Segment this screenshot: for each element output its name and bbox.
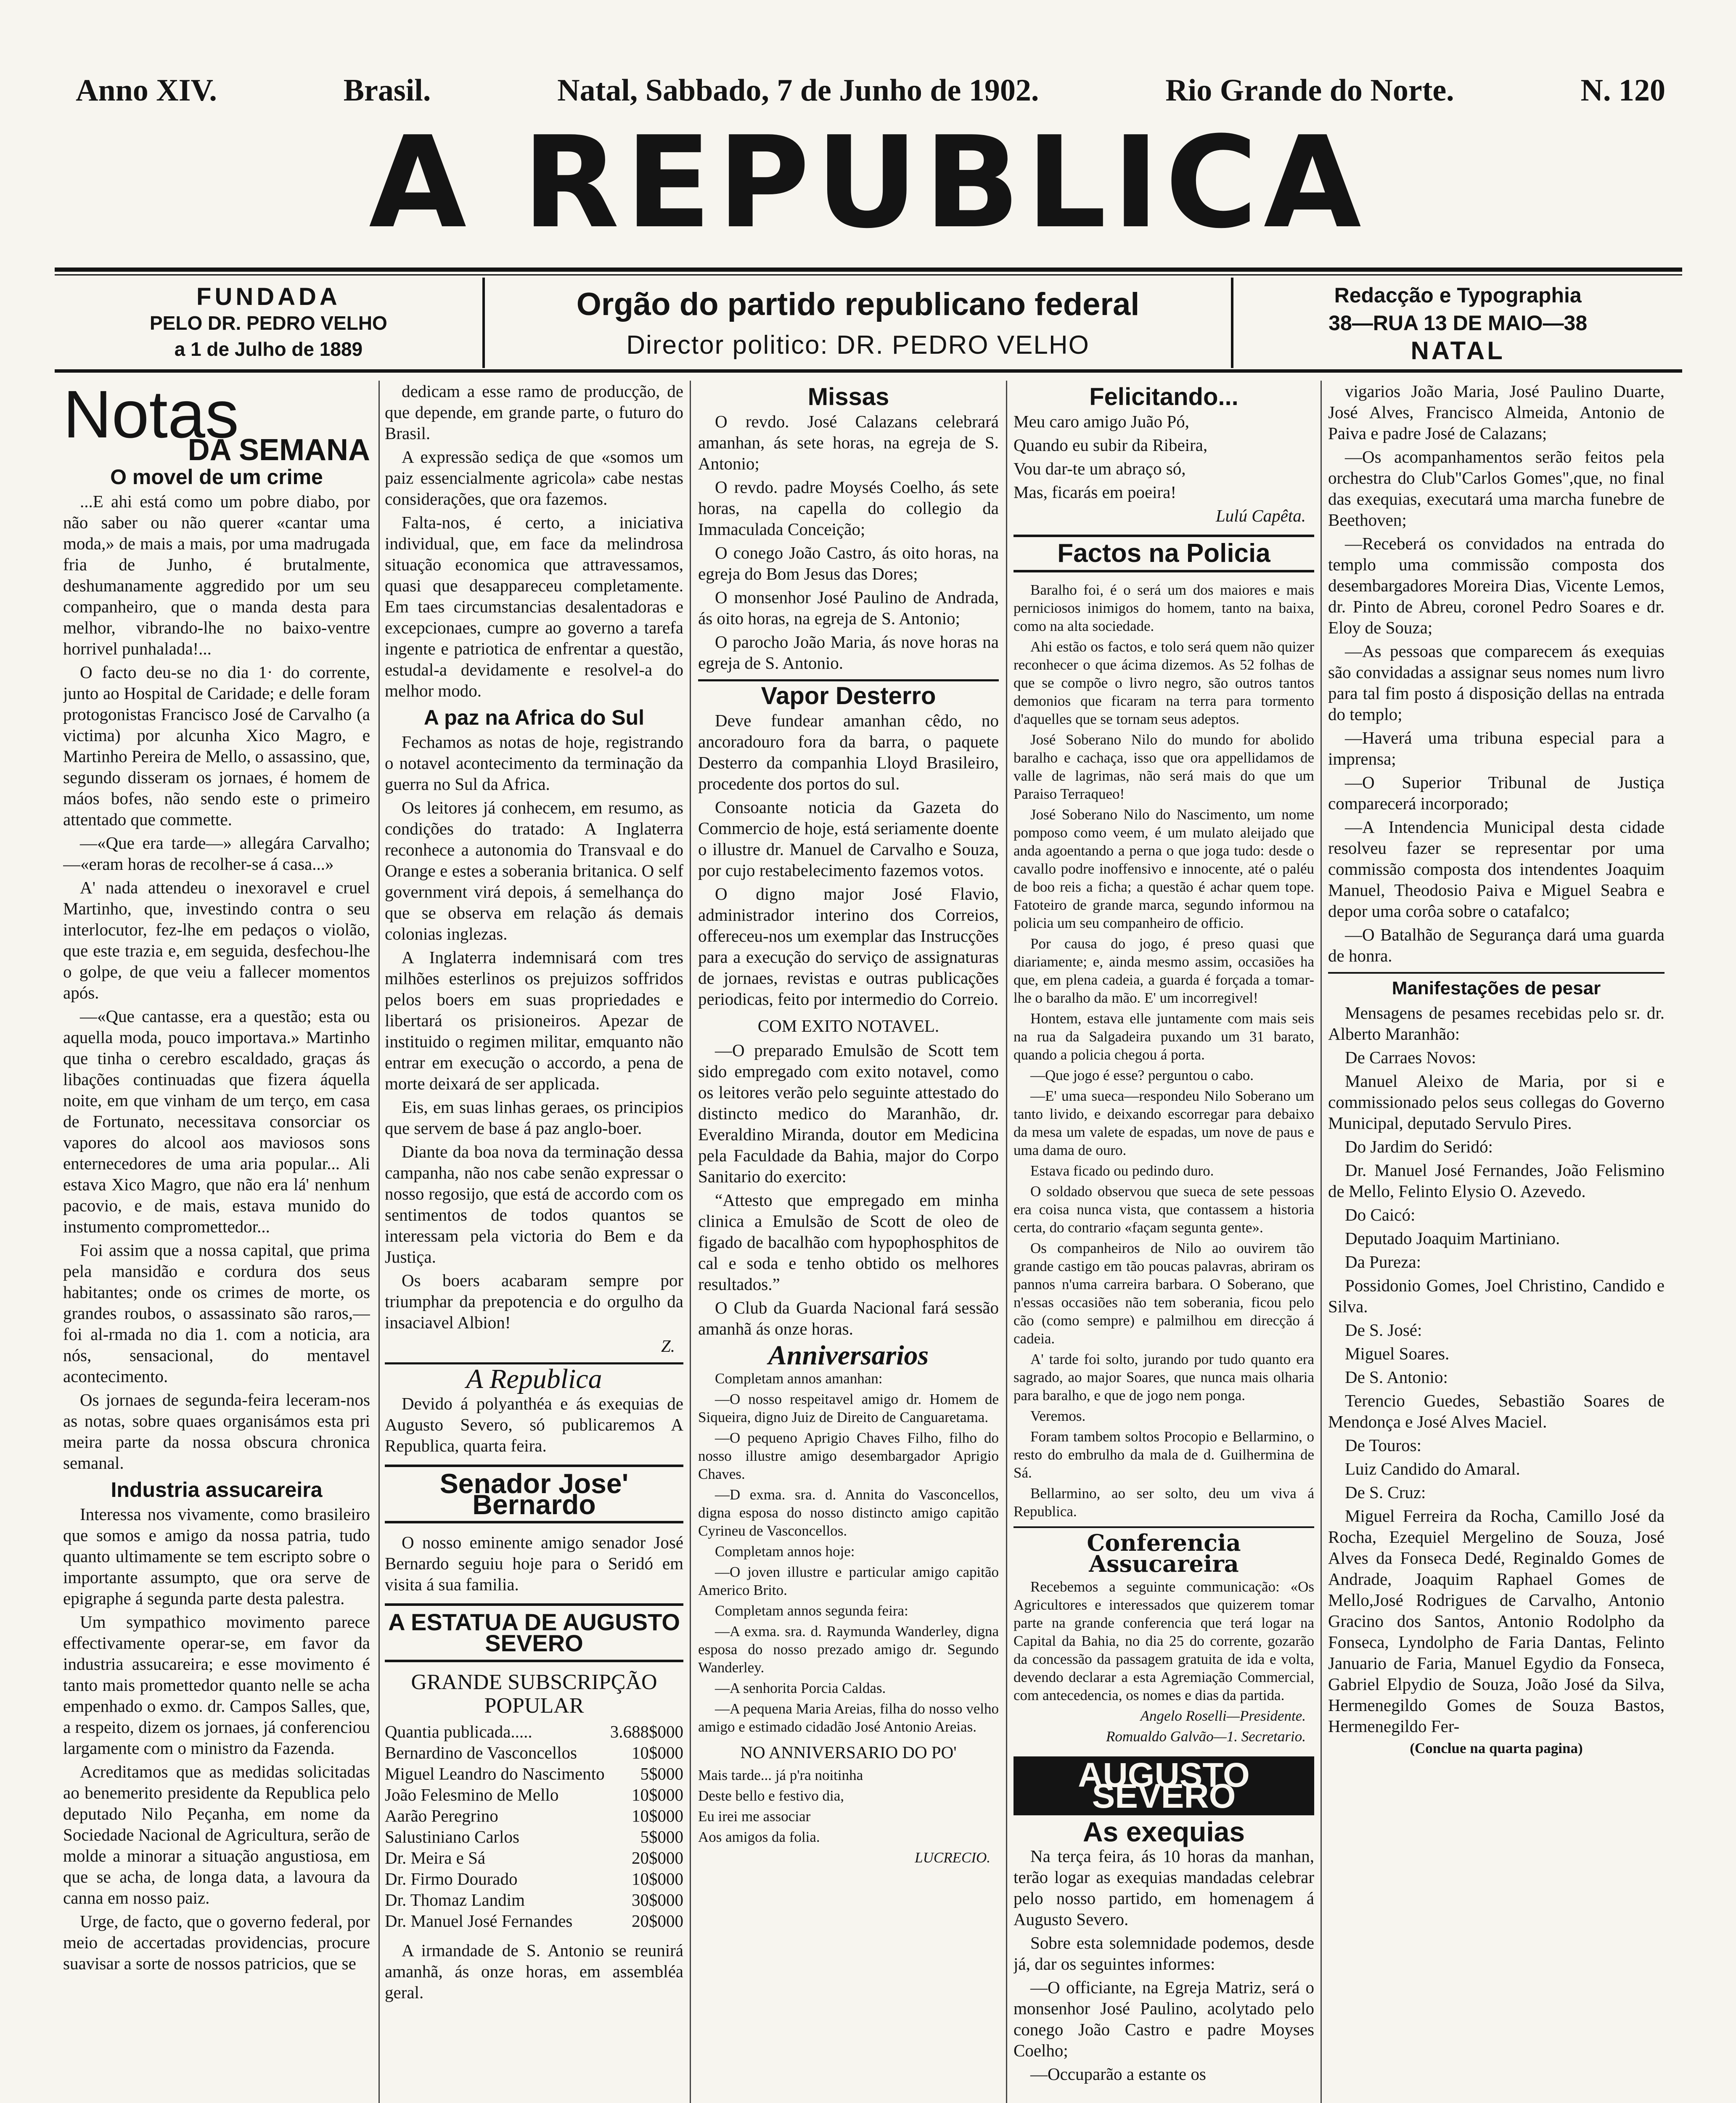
- section-heading: Factos na Policia: [1014, 535, 1314, 572]
- paragraph: Foi assim que a nossa capital, que prima pela mansidão e cordura dos seus habitantes; onde os crimes de morte, os grandes roubos, o assassinato são raros,—foi al-rmada no dia 1. com a noticia, ara nós, sensacional, do mentavel acontecimento.: [63, 1240, 370, 1386]
- redaccao-label: Redacção e Typographia: [1334, 283, 1582, 307]
- paragraph: Bellarmino, ao ser solto, deu um viva á Republica.: [1014, 1485, 1314, 1520]
- paragraph: Diante da boa nova da terminação dessa campanha, não nos cabe senão expressar o nosso regosijo, que está de accordo com os sentimentos de todos quantos se interessam pela victoria do Bem e da Justiça.: [385, 1142, 683, 1266]
- column-2: [385, 381, 683, 2103]
- subscription-amount: 3.688$000: [610, 1722, 683, 1741]
- section-heading: A ESTATUA DE AUGUSTO SEVERO: [385, 1603, 683, 1662]
- paragraph: A' tarde foi solto, jurando por tudo quanto era sagrado, ao major Soares, que nunca mais olharia para baralho, e que de jogo nem ponga.: [1014, 1351, 1314, 1404]
- subscription-row: [385, 1847, 683, 1868]
- subscription-row: [385, 1763, 683, 1784]
- paragraph: Interessa nos vivamente, como brasileiro que somos e amigo da nossa patria, tudo quanto ultimamente se tem escripto sobre o importante assumpto, que ora serve de epigraphe á segunda parte desta palestra.: [63, 1504, 370, 1608]
- subscriber-name: Dr. Thomaz Landim: [385, 1890, 525, 1910]
- continuation-note: (Conclue na quarta pagina): [1410, 1740, 1583, 1756]
- paragraph: O soldado observou que sueca de sete pessoas era coisa nunca vista, que contassem a historia certa, do contrario «façam segunta gente».: [1014, 1183, 1314, 1236]
- paragraph: —Receberá os convidados na entrada do templo uma commissão composta dos desembargadores Moreira Dias, Vicente Lemos, dr. Pinto de Abreu, coronel Pedro Soares e dr. Eloy de Souza;: [1328, 534, 1665, 637]
- paragraph: O conego João Castro, ás oito horas, na egreja do Bom Jesus das Dores;: [698, 543, 999, 583]
- section-heading: Senador Jose' Bernardo: [385, 1465, 683, 1523]
- masthead-rule-bottom: [55, 369, 1682, 373]
- subscriber-name: Dr. Meira e Sá: [385, 1848, 486, 1867]
- issue-number: N. 120: [1580, 73, 1665, 108]
- paragraph: De S. Antonio:: [1345, 1367, 1448, 1387]
- city-label: NATAL: [1410, 336, 1505, 365]
- section-heading: COM EXITO NOTAVEL.: [757, 1016, 939, 1036]
- subscription-amount: 10$000: [632, 1806, 683, 1825]
- founder-label: PELO DR. PEDRO VELHO: [149, 312, 387, 334]
- paragraph: Consoante noticia da Gazeta do Commercio de hoje, está seriamente doente o illustre dr. Manuel de Carvalho e Souza, por cujo restabelecimento fazemos votos.: [698, 797, 999, 880]
- verse-line: Mas, ficarás em poeira!: [1014, 482, 1177, 502]
- subscriber-name: Bernardino de Vasconcellos: [385, 1743, 577, 1762]
- paragraph: O Club da Guarda Nacional fará sessão amanhã ás onze horas.: [698, 1298, 999, 1338]
- subscriber-name: João Felesmino de Mello: [385, 1785, 559, 1804]
- section-heading: O movel de um crime: [110, 465, 323, 489]
- paragraph: O revdo. José Calazans celebrará amanhan, ás sete horas, na egreja de S. Antonio;: [698, 412, 999, 473]
- subscription-amount: 10$000: [632, 1869, 683, 1888]
- paragraph: —Haverá uma tribuna especial para a imprensa;: [1328, 728, 1665, 768]
- column-divider: [690, 381, 691, 2103]
- subscriber-name: Aarão Peregrino: [385, 1806, 498, 1825]
- founded-date: a 1 de Julho de 1889: [174, 338, 363, 360]
- section-heading: Conferencia Assucareira: [1014, 1526, 1314, 1574]
- paragraph: Hontem, estava elle juntamente com mais seis na rua da Salgadeira puxando um 31 barato, quando a policia chegou á porta.: [1014, 1010, 1314, 1063]
- paragraph: —As pessoas que comparecem ás exequias são convidadas a assignar seus nomes num livro para tal fim posto á disposição dellas na entrada do templo;: [1328, 641, 1665, 724]
- paragraph: —A Intendencia Municipal desta cidade resolveu fazer se representar por uma commissão composta dos intendentes Joaquim Manuel, Theodosio Paiva e Miguel Seabra e depor uma corôa sobre o catafalco;: [1328, 817, 1665, 921]
- subscription-amount: 5$000: [640, 1764, 683, 1783]
- subscription-amount: 20$000: [632, 1911, 683, 1931]
- subscription-row: [385, 1889, 683, 1910]
- column-5: [1328, 381, 1665, 2103]
- paragraph: De Touros:: [1345, 1436, 1421, 1455]
- paragraph: —A pequena Maria Areias, filha do nosso velho amigo e estimado cidadão José Antonio Areias.: [698, 1700, 999, 1735]
- notas-heading: Notas: [63, 381, 239, 452]
- paragraph: Foram tambem soltos Procopio e Bellarmino, o resto do embrulho da mala de d. Guilhermina de Sá.: [1014, 1428, 1314, 1481]
- paragraph: Possidonio Gomes, Joel Christino, Candido e Silva.: [1328, 1276, 1665, 1316]
- column-1: [63, 381, 370, 2103]
- section-heading: Manifestações de pesar: [1328, 972, 1665, 999]
- subscription-row: [385, 1742, 683, 1763]
- paragraph: De Carraes Novos:: [1345, 1048, 1476, 1067]
- organ-label: Orgão do partido republicano federal: [576, 286, 1140, 322]
- section-heading: AUGUSTO SEVERO: [1014, 1756, 1314, 1815]
- paragraph: O revdo. padre Moysés Coelho, ás sete horas, na capella do collegio da Immaculada Conceição;: [698, 477, 999, 539]
- address-label: 38—RUA 13 DE MAIO—38: [1328, 311, 1588, 335]
- paragraph: Terencio Guedes, Sebastião Soares de Mendonça e José Alves Maciel.: [1328, 1391, 1665, 1431]
- section-heading: NO ANNIVERSARIO DO PO': [740, 1743, 957, 1762]
- paragraph: Mensagens de pesames recebidas pelo sr. dr. Alberto Maranhão:: [1328, 1003, 1665, 1044]
- paragraph: Completam annos hoje:: [715, 1543, 855, 1560]
- paragraph: Dr. Manuel José Fernandes, João Felismino de Mello, Felinto Elysio O. Azevedo.: [1328, 1160, 1665, 1201]
- paragraph: —A senhorita Porcia Caldas.: [715, 1680, 886, 1696]
- state-label: Rio Grande do Norte.: [1165, 73, 1454, 108]
- paragraph: Miguel Soares.: [1345, 1344, 1450, 1363]
- verse-line: Vou dar-te um abraço só,: [1014, 459, 1186, 478]
- verse-line: Quando eu subir da Ribeira,: [1014, 435, 1208, 455]
- signature: Romualdo Galvão—1. Secretario.: [1106, 1728, 1306, 1745]
- paragraph: —O joven illustre e particular amigo capitão Americo Brito.: [698, 1564, 999, 1598]
- paragraph: Baralho foi, é o será um dos maiores e mais perniciosos inimigos do homem, tanto na baixa, como na alta sociedade.: [1014, 582, 1314, 634]
- subscriber-name: Salustiniano Carlos: [385, 1827, 520, 1846]
- paragraph: —D exma. sra. d. Annita do Vasconcellos, digna esposa do nosso distincto amigo capitão Cyrineu de Vasconcellos.: [698, 1486, 999, 1539]
- paragraph: O nosso eminente amigo senador José Bernardo seguiu hoje para o Seridó em visita á sua familia.: [385, 1533, 683, 1594]
- paragraph: A Inglaterra indemnisará com tres milhões esterlinos os prejuizos soffridos pelos boers em suas propriedades e libertará os prisioneiros. Apezar de instituido o regimen militar, emquanto não entrar em execução o accordo, a pena de morte deixará de ser applicada.: [385, 948, 683, 1093]
- verse-line: Deste bello e festivo dia,: [698, 1788, 844, 1804]
- paragraph: José Soberano Nilo do mundo for abolido baralho e cachaça, isso que ora appellidamos de valle de lagrimas, não será mais do que um Paraiso Terraqueo!: [1014, 731, 1314, 802]
- paragraph: Os jornaes de segunda-feira leceram-nos as notas, sobre quaes organisámos esta pri meira parte da nossa obscura chronica semanal.: [63, 1390, 370, 1473]
- column-divider: [1321, 381, 1322, 2103]
- subscription-table: [385, 1721, 683, 1931]
- paragraph: A expressão sediça de que «somos um paiz essencialmente agricola» cabe nestas considerações, que ora fazemos.: [385, 447, 683, 509]
- paragraph: —O nosso respeitavel amigo dr. Homem de Siqueira, digno Juiz de Direito de Canguaretama.: [698, 1391, 999, 1425]
- subscriber-name: Dr. Manuel José Fernandes: [385, 1911, 573, 1931]
- section-heading: As exequias: [1082, 1816, 1245, 1847]
- subscription-row: [385, 1805, 683, 1826]
- paragraph: —O officiante, na Egreja Matriz, será o monsenhor José Paulino, acolytado pelo conego João Castro e padre Moyses Coelho;: [1014, 1978, 1314, 2060]
- foundation-box: [55, 278, 485, 368]
- paragraph: Estava ficado ou pedindo duro.: [1030, 1163, 1214, 1179]
- section-heading: A paz na Africa do Sul: [423, 706, 645, 729]
- paragraph: Manuel Aleixo de Maria, por si e commissionado pelos seus collegas do Governo Municipal, deputado Servulo Pires.: [1328, 1071, 1665, 1133]
- subscriber-name: Quantia publicada.....: [385, 1722, 532, 1741]
- subscriber-name: Dr. Firmo Dourado: [385, 1869, 518, 1888]
- column-3: [698, 381, 999, 2103]
- subscription-row: [385, 1826, 683, 1847]
- paragraph: dedicam a esse ramo de producção, de que depende, em grande parte, o futuro do Brasil.: [385, 381, 683, 443]
- address-box: [1233, 278, 1682, 368]
- paragraph: Na terça feira, ás 10 horas da manhan, terão logar as exequias mandadas celebrar pelo nosso partido, em homenagem á Augusto Severo.: [1014, 1846, 1314, 1929]
- section-heading: Missas: [807, 383, 889, 411]
- verse-line: Aos amigos da folia.: [698, 1829, 820, 1845]
- newspaper-title: A REPUBLICA: [369, 109, 1367, 256]
- subscription-amount: 10$000: [632, 1743, 683, 1762]
- director-label: Director politico: DR. PEDRO VELHO: [626, 330, 1090, 360]
- paragraph: Completam annos segunda feira:: [715, 1602, 908, 1619]
- section-heading: Anniversarios: [768, 1340, 929, 1371]
- country-label: Brasil.: [343, 73, 431, 108]
- paragraph: Eis, em suas linhas geraes, os principios que servem de base á paz anglo-boer.: [385, 1097, 683, 1138]
- paragraph: Os companheiros de Nilo ao ouvirem tão grande castigo em tão poucas palavras, abriram os pannos n'uma carreira barbara. O Soberano, que n'essas occasiões não tem soberania, ficou pelo cão (como sempre) e palmilhou em direcção á cadeia.: [1014, 1240, 1314, 1347]
- column-4: [1014, 381, 1314, 2103]
- paragraph: Devido á polyanthéa e ás exequias de Augusto Severo, só publicaremos A Republica, quarta feira.: [385, 1394, 683, 1455]
- subscriber-name: Miguel Leandro do Nascimento: [385, 1764, 605, 1783]
- notas-subheading: DA SEMANA: [188, 433, 370, 467]
- paragraph: —Occuparão a estante os: [1030, 2064, 1206, 2084]
- paragraph: —E' uma sueca—respondeu Nilo Soberano um tanto livido, e deixando escorregar para debaixo da mesa um valete de espadas, um nove de paus e uma dama de ouro.: [1014, 1088, 1314, 1158]
- paragraph: —«Que era tarde—» allegára Carvalho;—«eram horas de recolher-se á casa...»: [63, 833, 370, 874]
- anno-label: Anno XIV.: [76, 73, 217, 108]
- subscription-amount: 10$000: [632, 1785, 683, 1804]
- paragraph: Acreditamos que as medidas solicitadas ao benemerito presidente da Republica pelo deputado Nilo Peçanha, em nome da Sociedade Nacional de Agricultura, serão de molde a minorar a situação angustiosa, em que se acha, de longa data, a lavoura da canna em nosso paiz.: [63, 1762, 370, 1907]
- subscription-amount: 20$000: [632, 1848, 683, 1867]
- paragraph: Luiz Candido do Amaral.: [1345, 1459, 1520, 1478]
- masthead-rule-thin: [55, 274, 1682, 275]
- masthead-strip: [55, 278, 1682, 368]
- paragraph: Recebemos a seguinte communicação: «Os Agricultores e interessados que quizerem tomar parte na grande conferencia que terá logar na Capital da Bahia, no dia 25 do corrente, gozarão da concessão da passagem gratuita de ida e volta, devendo declarar a esta Agremiação Commercial, com antecedencia, os nomes e dias da partida.: [1014, 1579, 1314, 1703]
- paragraph: Do Caicó:: [1345, 1205, 1416, 1224]
- subscription-row: [385, 1910, 683, 1931]
- paragraph: De S. Cruz:: [1345, 1483, 1426, 1502]
- fundada-label: FUNDADA: [196, 283, 341, 310]
- paragraph: Completam annos amanhan:: [715, 1370, 883, 1387]
- paragraph: Da Pureza:: [1345, 1252, 1421, 1271]
- paragraph: Miguel Ferreira da Rocha, Camillo José da Rocha, Ezequiel Mergelino de Souza, José Alves da Fonseca Dedé, Reginaldo Gomes de Andrade, Joaquim Raphael Gomes de Mello,José Rodrigues de Carvalho, Antonio Gracino dos Santos, Antonio Rodolpho da Fonseca, Lyndolpho de Faria Dantas, Felinto Januario de Faria, Manuel Egydio da Fonseca, Gabriel Elpydio de Souza, João José da Silva, Hermenegildo Gomes de Souza Bastos, Hermenegildo Fer-: [1328, 1506, 1665, 1736]
- signature: LUCRECIO.: [915, 1849, 990, 1866]
- paragraph: Por causa do jogo, é preso quasi que diariamente; e, ainda mesmo assim, occasiões ha que, em plena cadeia, a guarda é forçada a tomar-lhe o baralho da mão. E' um incorregivel!: [1014, 935, 1314, 1006]
- paragraph: vigarios João Maria, José Paulino Duarte, José Alves, Francisco Almeida, Antonio de Paiva e padre José de Calazans;: [1328, 381, 1665, 443]
- paragraph: José Soberano Nilo do Nascimento, um nome pomposo como veem, é um mulato aleijado que anda agoentando a perna o que joga tudo: desde o cavallo podre inoffensivo e innocente, até o paléu de boo reis a ficha; a questão é achar quem tope. Fatoteiro de grande marca, segundo informou na policia um seu companheiro de officio.: [1014, 806, 1314, 931]
- signature: Angelo Roselli—Presidente.: [1140, 1708, 1306, 1724]
- paragraph: O facto deu-se no dia 1· do corrente, junto ao Hospital de Caridade; e delle foram protogonistas Francisco José de Carvalho (a victima) por alcunha Xico Magro, e Martinho Pereira de Mello, o assassino, que, segundo disseram os jornaes, é homem de máos bofes, não sendo este o primeiro attentado que commette.: [63, 662, 370, 829]
- verse-line: Mais tarde... já p'ra noitinha: [698, 1767, 863, 1783]
- masthead-top-line: [76, 67, 1665, 114]
- subscription-row: [385, 1784, 683, 1805]
- paragraph: Fechamos as notas de hoje, registrando o notavel acontecimento da terminação da guerra no Sul da Africa.: [385, 732, 683, 794]
- dateline: Natal, Sabbado, 7 de Junho de 1902.: [557, 73, 1039, 108]
- paragraph: ...E ahi está como um pobre diabo, por não saber ou não querer «cantar uma moda,» de mais a mais, por uma madrugada fria de Junho, é brutalmente, deshumanamente aggredido por um seu companheiro, que o manda desta para melhor, vibrando-lhe no baixo-ventre horrivel punhalada!...: [63, 492, 370, 658]
- column-divider: [1006, 381, 1007, 2103]
- paragraph: —O preparado Emulsão de Scott tem sido empregado com exito notavel, como os leitores verão pelo seguinte attestado do distincto medico do Maranhão, dr. Everaldino Miranda, doutor em Medicina pela Faculdade da Bahia, major do Corpo Sanitario do exercito:: [698, 1041, 999, 1186]
- paragraph: Deve fundear amanhan cêdo, no ancoradouro fora da barra, o paquete Desterro da companhia Lloyd Brasileiro, procedente dos portos do sul.: [698, 711, 999, 793]
- paragraph: De S. José:: [1345, 1320, 1422, 1340]
- paragraph: Falta-nos, é certo, a iniciativa individual, que, em face da melindrosa situação economica que attravessamos, quasi que desappareceu completamente. Em taes circumstancias desalentadoras e excepcionaes, cumpre ao governo a tarefa ingente e patriotica de enfrentar a questão, estudal-a devidamente e resolvel-a do melhor modo.: [385, 513, 683, 700]
- organ-box: [485, 278, 1233, 368]
- paragraph: O digno major José Flavio, administrador interino dos Correios, offereceu-nos um exemplar das Instrucções para a execução do serviço de assignaturas de jornaes, revistas e outras publicações periodicas, feito por intermedio do Correio.: [698, 884, 999, 1009]
- paragraph: Ahi estão os factos, e tolo será quem não quizer reconhecer o que ácima dizemos. As 52 folhas de que se compõe o livro negro, são outros tantos demonios que ficaram na terra para tormento d'aquelles que se tornam seus adeptos.: [1014, 638, 1314, 727]
- paragraph: —Os acompanhamentos serão feitos pela orchestra do Club"Carlos Gomes",que, no final das exequias, executará uma marcha funebre de Beethoven;: [1328, 447, 1665, 530]
- section-heading: A Republica: [385, 1362, 683, 1390]
- paragraph: Veremos.: [1030, 1408, 1086, 1424]
- paragraph: Deputado Joaquim Martiniano.: [1345, 1229, 1560, 1248]
- paragraph: O parocho João Maria, ás nove horas na egreja de S. Antonio.: [698, 632, 999, 673]
- paragraph: —Que jogo é esse? perguntou o cabo.: [1030, 1067, 1254, 1083]
- section-heading: Felicitando...: [1089, 383, 1238, 411]
- paragraph: O monsenhor José Paulino de Andrada, ás oito horas, na egreja de S. Antonio;: [698, 588, 999, 628]
- column-divider: [378, 381, 380, 2103]
- paragraph: Do Jardim do Seridó:: [1345, 1137, 1493, 1156]
- paragraph: Os leitores já conhecem, em resumo, as condições do tratado: A Inglaterra reconhece a autonomia do Transvaal e do Orange e estes a soberania britanica. O self government virá depois, á semelhança do que se observa em relação ás demais colonias inglezas.: [385, 798, 683, 943]
- paragraph: A' nada attendeu o inexoravel e cruel Martinho, que, investindo contra o seu interlocutor, fez-lhe em pedaços o violão, que este trazia e, em seguida, desfechou-lhe o golpe, de que veiu a fallecer momentos após.: [63, 878, 370, 1002]
- subscription-row: [385, 1721, 683, 1742]
- signature: Z.: [661, 1336, 675, 1356]
- subscription-row: [385, 1868, 683, 1889]
- paragraph: —«Que cantasse, era a questão; esta ou aquella moda, pouco importava.» Martinho que tinha o cerebro escaldado, graças ás libações continuadas que fizera áquella noite, em que vinham de um terço, em casa de Fortunato, necessitava consorciar os vapores do alcool aos maviosos sons enternecedores de uma aria popular... Ali estava Xico Magro, que não era lá' nenhum pacovio, e de mais, estava munido do instumento compromettedor...: [63, 1006, 370, 1236]
- section-heading: Industria assucareira: [111, 1478, 323, 1502]
- verse-line: Meu caro amigo Juão Pó,: [1014, 412, 1189, 431]
- subscription-heading: GRANDE SUBSCRIPÇÃO POPULAR: [411, 1670, 657, 1718]
- paragraph: —O pequeno Aprigio Chaves Filho, filho do nosso illustre amigo desembargador Aprigio Chaves.: [698, 1430, 999, 1482]
- signature: Lulú Capêta.: [1215, 506, 1306, 525]
- subscription-amount: 30$000: [632, 1890, 683, 1910]
- paragraph: —O Batalhão de Segurança dará uma guarda de honra.: [1328, 925, 1665, 965]
- paragraph: Os boers acabaram sempre por triumphar da prepotencia e do orgulho da insaciavel Albion!: [385, 1271, 683, 1332]
- paragraph: A irmandade de S. Antonio se reunirá amanhã, ás onze horas, em assembléa geral.: [385, 1941, 683, 2002]
- section-heading: Vapor Desterro: [698, 679, 999, 707]
- paragraph: —O Superior Tribunal de Justiça comparecerá incorporado;: [1328, 773, 1665, 813]
- verse-line: Eu irei me associar: [698, 1808, 811, 1825]
- paragraph: “Attesto que empregado em minha clinica a Emulsão de Scott de oleo de figado de bacalhão com hypophosphitos de cal e soda e tenho obtido os melhores resultados.”: [698, 1190, 999, 1294]
- paragraph: Um sympathico movimento parece effectivamente operar-se, em favor da industria assucareira; e esse movimento é tanto mais promettedor quanto nelle se acha empenhado o exmo. dr. Campos Salles, que, a respeito, dizem os jornaes, já conferenciou largamente com o ministro da Fazenda.: [63, 1612, 370, 1758]
- masthead-rule-top: [55, 268, 1682, 272]
- subscription-amount: 5$000: [640, 1827, 683, 1846]
- paragraph: Sobre esta solemnidade podemos, desde já, dar os seguintes informes:: [1014, 1933, 1314, 1973]
- paragraph: Urge, de facto, que o governo federal, por meio de accertadas providencias, procure suavisar a sorte de nossos patricios, que se: [63, 1912, 370, 1973]
- paragraph: —A exma. sra. d. Raymunda Wanderley, digna esposa do nosso prezado amigo dr. Segundo Wanderley.: [698, 1623, 999, 1676]
